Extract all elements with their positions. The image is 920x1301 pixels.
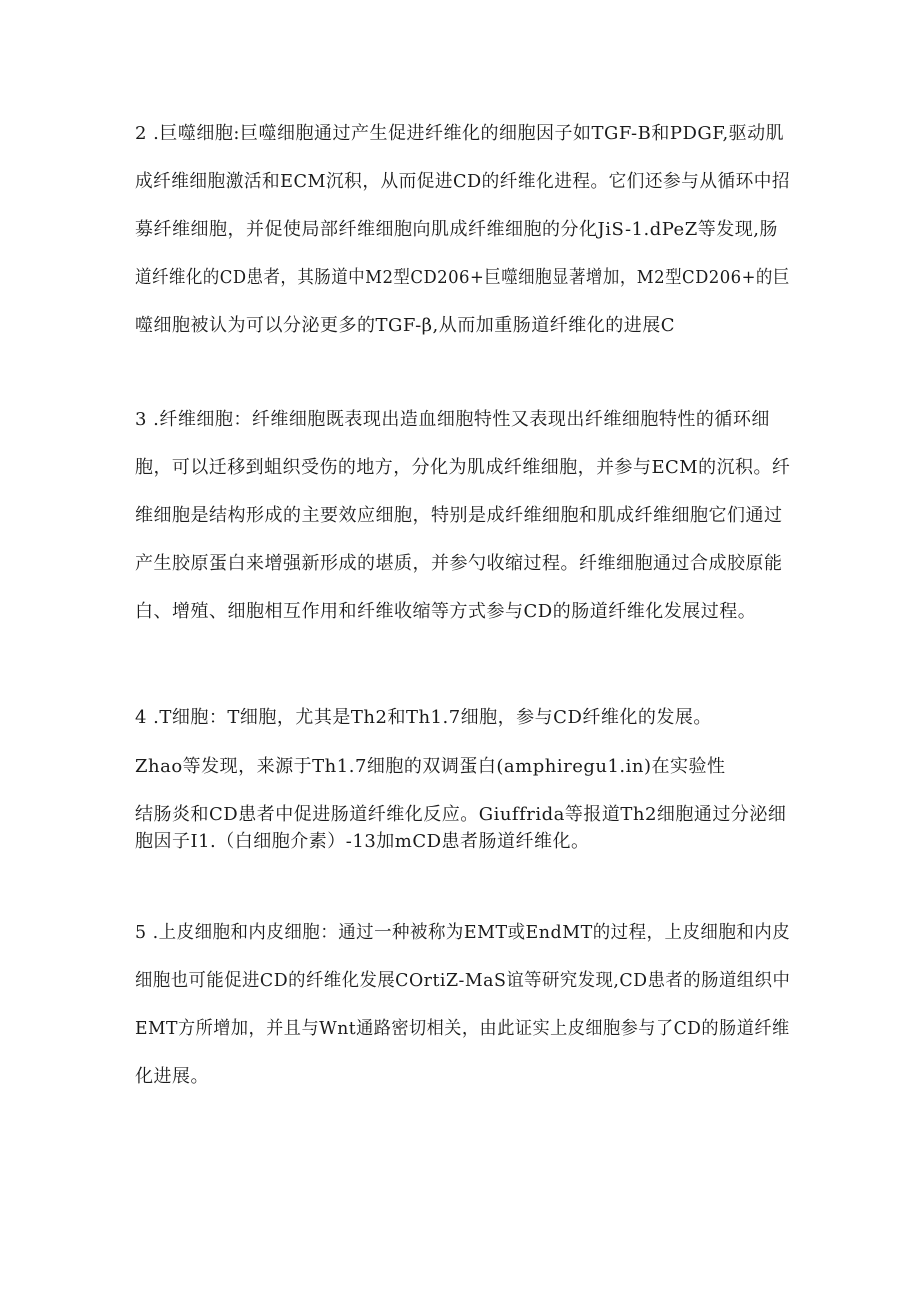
paragraph-line: 4 .T细胞：T细胞，尤其是Th2和Th1.7细胞，参与CD纤维化的发展。 [135, 707, 712, 728]
paragraph-line: 2 .巨噬细胞:巨噬细胞通过产生促进纤维化的细胞因子如TGF-B和PDGF,驱动肌 [135, 123, 785, 144]
paragraph-line: 3 .纤维细胞：纤维细胞既表现出造血细胞特性又表现出纤维细胞特性的循环细 [135, 409, 770, 430]
paragraph-line: 白、增殖、细胞相互作用和纤维收缩等方式参与CD的肠道纤维化发展过程。 [135, 601, 757, 622]
paragraph-line: 5 .上皮细胞和内皮细胞：通过一种被称为EMT或EndMT的过程，上皮细胞和内皮 [135, 922, 791, 943]
paragraph-line: EMT方所增加，并且与Wnt通路密切相关，由此证实上皮细胞参与了CD的肠道纤维 [135, 1018, 790, 1039]
paragraph-line: 化进展。 [135, 1066, 209, 1087]
paragraph-line: 噬细胞被认为可以分泌更多的TGF-β,从而加重肠道纤维化的进展C [135, 315, 676, 336]
paragraph-line: 道纤维化的CD患者，其肠道中M2型CD206+巨噬细胞显著增加，M2型CD206+的巨 [135, 267, 790, 288]
paragraph-line: 维细胞是结构形成的主要效应细胞，特别是成纤维细胞和肌成纤维细胞它们通过 [135, 505, 783, 526]
paragraph-line: 细胞也可能促进CD的纤维化发展COrtiZ-MaS谊等研究发现,CD患者的肠道组织中 [135, 970, 791, 991]
paragraph-line: 结肠炎和CD患者中促进肠道纤维化反应。Giuffrida等报道Th2细胞通过分泌细 [135, 804, 787, 825]
paragraph-line: 胞因子I1.（白细胞介素）-13加mCD患者肠道纤维化。 [135, 831, 590, 852]
paragraph-line: Zhao等发现，来源于Th1.7细胞的双调蛋白(amphiregu1.in)在实验性 [135, 756, 726, 777]
paragraph-line: 募纤维细胞，并促使局部纤维细胞向肌成纤维细胞的分化JiS-1.dPeZ等发现,肠 [135, 219, 778, 240]
paragraph-line: 产生胶原蛋白来增强新形成的堪质，并参勺收缩过程。纤维细胞通过合成胶原能 [135, 553, 783, 574]
paragraph-line: 成纤维细胞激活和ECM沉积，从而促进CD的纤维化进程。它们还参与从循环中招 [135, 171, 791, 192]
paragraph-line: 胞，可以迁移到蛆织受伤的地方，分化为肌成纤维细胞，并参与ECM的沉积。纤 [135, 457, 791, 478]
